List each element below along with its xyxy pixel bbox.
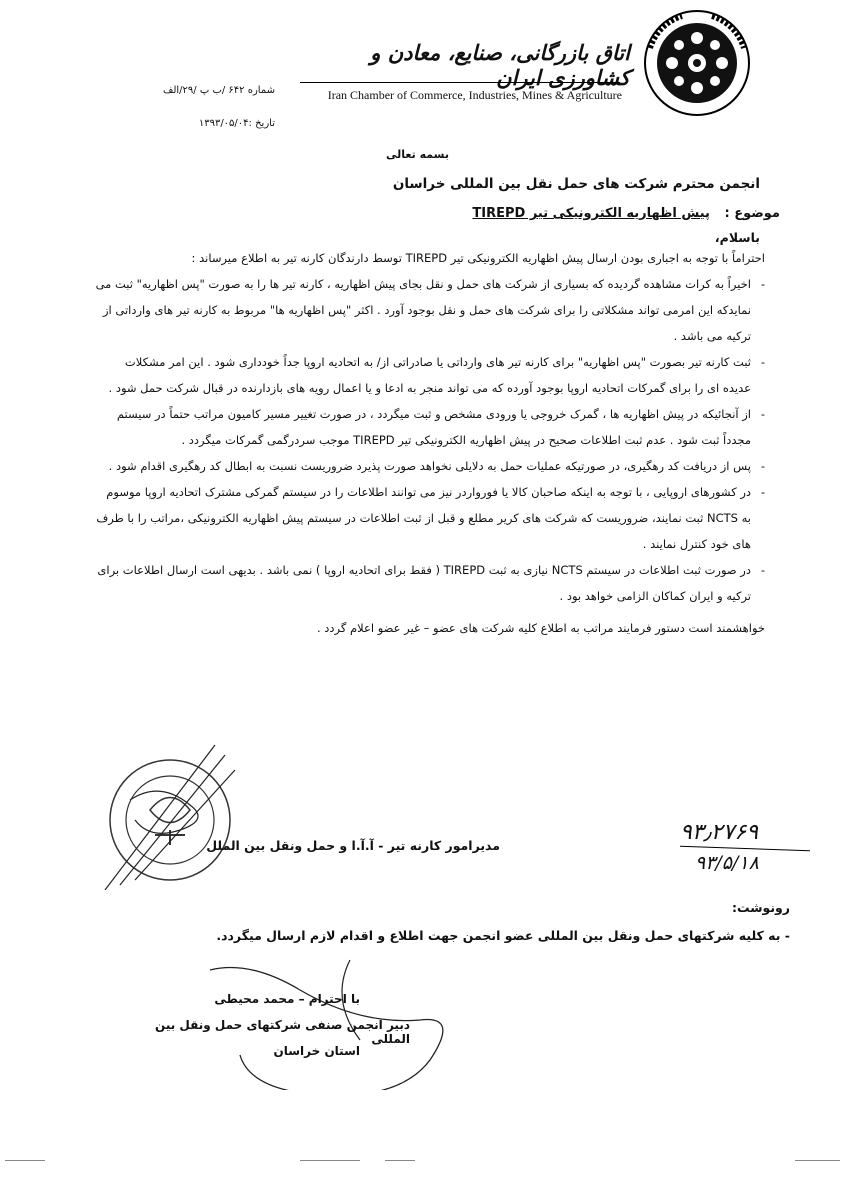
- handwritten-rule: [680, 846, 810, 852]
- intro-paragraph: احتراماً با توجه به اجباری بودن ارسال پیش اظهاریه الکترونیکی تیر TIREPD توسط دارندگان کارنه تیر به اطلاع میرساند :: [191, 251, 765, 265]
- chamber-name-persian: اتاق بازرگانی، صنایع، معادن و کشاورزی ایران: [370, 40, 630, 90]
- bullet-text: در صورت ثبت اطلاعات در سیستم NCTS نیازی به ثبت TIREPD ( فقط برای اتحادیه اروپا ) نمی باشد . بدیهی است ارسال اطلاعات برای ترکیه و ایران کماکان الزامی خواهد بود .: [97, 563, 751, 603]
- handwritten-number: ۹۳٫۲۷۶۹: [680, 820, 759, 845]
- reference-number: شماره ۶۴۲ /ب پ /۲۹/الف: [163, 85, 275, 96]
- bullet-list: [95, 271, 765, 609]
- bullet-mark: -: [760, 459, 765, 473]
- bullet-text: ثبت کارنه تیر بصورت "پس اظهاریه" برای کارنه تیر های وارداتی یا صادراتی از/ به اتحادیه اروپا جداً خودداری شود . این امر مشکلات عدیده ای را برای گمرکات اتحادیه اروپا بوجود آورده که می تواند منجر به ادعا و یا اعمال رویه های بازدارنده در قبال شرکت حمل شود .: [108, 355, 751, 395]
- subject-text: پیش اظهاریه الکترونیکی تیر TIREPD: [472, 206, 710, 221]
- bullet-mark: -: [760, 563, 765, 577]
- bullet-text: اخیراً به کرات مشاهده گردیده که بسیاری از شرکت های حمل و نقل بجای پیش اظهاریه ، کارنه تیر ها را به صورت "پس اظهاریه" ثبت می نمایدکه این امرمی تواند مشکلاتی را برای شرکت های حمل و نقل بوجود آورد . اکثر "پس اظهاریه ها" مربوط به کارنه تیر های وارداتی از ترکیه می باشد .: [95, 277, 751, 343]
- bullet-text: از آنجائیکه در پیش اظهاریه ها ، گمرک خروجی یا ورودی مشخص و ثبت میگردد ، در صورت تغییر مسیر کامیون مراتب حتماً در سیستم مجدداً ثبت شود . عدم ثبت اطلاعات صحیح در پیش اظهاریه الکترونیکی تیر TIREPD موجب سردرگمی گمرکات میگردد .: [116, 407, 751, 447]
- list-item: [95, 349, 765, 401]
- subject-label: موضوع :: [724, 206, 780, 221]
- chamber-name-english: Iran Chamber of Commerce, Industries, Mines & Agriculture: [327, 88, 622, 102]
- bullet-mark: -: [760, 407, 765, 421]
- cc-text: - به کلیه شرکتهای حمل ونقل بین المللی عضو انجمن جهت اطلاع و اقدام لازم ارسال میگردد.: [216, 928, 790, 943]
- greeting: باسلام،: [714, 230, 760, 245]
- cc-heading: رونوشت:: [731, 900, 790, 915]
- scan-mark: [795, 1160, 840, 1161]
- list-item: [95, 453, 765, 479]
- scan-mark: [300, 1160, 360, 1161]
- list-item: [95, 479, 765, 557]
- bullet-mark: -: [760, 355, 765, 369]
- secretary-province: استان خراسان: [273, 1044, 360, 1058]
- list-item: [95, 271, 765, 349]
- official-stamp: [95, 740, 245, 890]
- bullet-text: پس از دریافت کد رهگیری، در صورتیکه عملیات حمل به دلایلی نخواهد صورت پذیرد ضروریست نسبت به ابطال کد رهگیری اقدام شود .: [108, 459, 751, 473]
- list-item: [95, 401, 765, 453]
- bullet-mark: -: [760, 277, 765, 291]
- scan-mark: [5, 1160, 45, 1161]
- basmala: بسمه تعالی: [386, 148, 449, 161]
- handwritten-date: ۹۳/۵/۱۸: [695, 852, 759, 874]
- regards-line: با احترام – محمد محیطی: [214, 992, 360, 1006]
- list-item: [95, 557, 765, 609]
- secretary-title: دبیر انجمن صنفی شرکتهای حمل ونقل بین المللی: [155, 1018, 410, 1046]
- reference-date: تاریخ :۱۳۹۳/۰۵/۰۴: [198, 118, 275, 129]
- header-rule: [300, 82, 620, 83]
- chamber-logo: [642, 8, 752, 118]
- bullet-text: در کشورهای اروپایی ، با توجه به اینکه صاحبان کالا یا فورواردر نیز می توانند اطلاعات را در سیستم گمرکی مشترک اتحادیه اروپا موسوم به NCTS ثبت نمایند، ضروریست که شرکت های کریر مطلع و قبل از ثبت اطلاعات در سیستم پیش اظهاریه الکترونیکی ،مراتب را با طرف های خود کنترل نمایند .: [96, 485, 751, 551]
- letter-body: [95, 245, 765, 641]
- scan-mark: [385, 1160, 415, 1161]
- subject-line: [360, 206, 780, 221]
- bullet-mark: -: [760, 485, 765, 499]
- closing-paragraph: خواهشمند است دستور فرمایند مراتب به اطلاع کلیه شرکت های عضو – غیر عضو اعلام گردد .: [316, 621, 765, 635]
- addressee: انجمن محترم شرکت های حمل نقل بین المللی خراسان: [392, 176, 760, 192]
- manager-signature-title: مدیرامور کارنه تیر - آ.آ.ا و حمل ونقل بین الملل: [206, 838, 500, 853]
